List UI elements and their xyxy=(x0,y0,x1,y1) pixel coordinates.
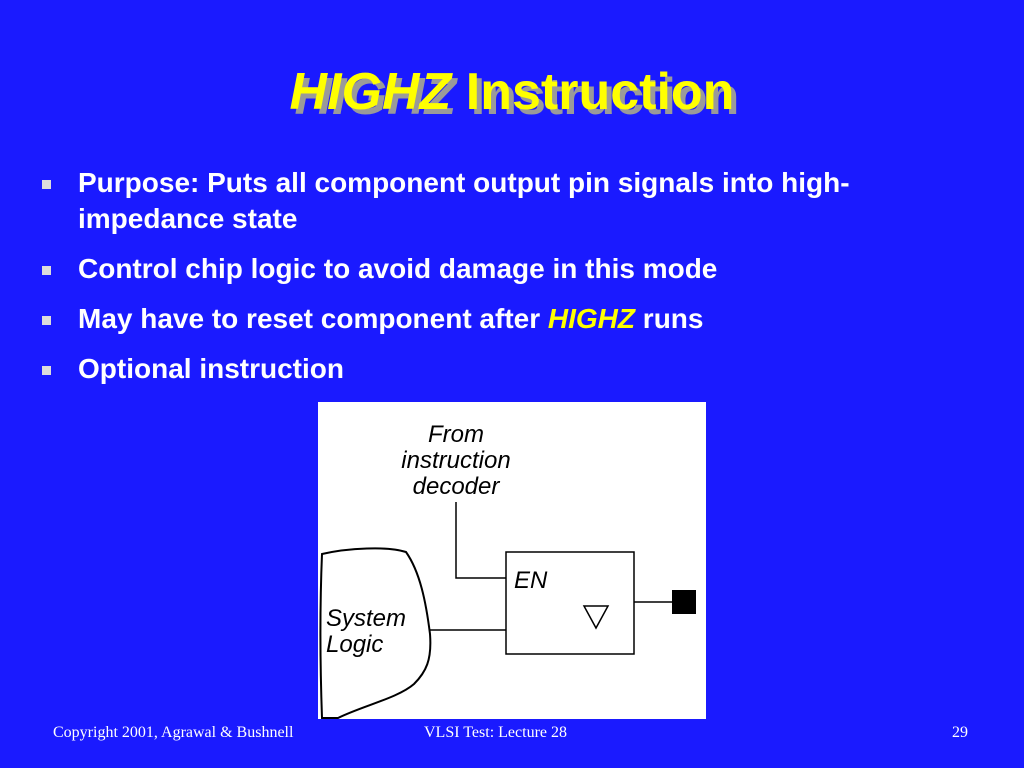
bullet-marker-icon xyxy=(42,266,51,275)
bullet-item xyxy=(40,251,980,287)
bullet-marker-icon xyxy=(42,180,51,189)
bullet-item xyxy=(40,351,980,387)
buffer-triangle-icon xyxy=(584,606,608,628)
footer-copyright: Copyright 2001, Agrawal & Bushnell xyxy=(53,724,294,741)
bullet-highlight-highz: HIGHZ xyxy=(547,303,636,334)
title-highz: HIGHZ xyxy=(289,63,452,121)
highz-diagram xyxy=(318,402,706,719)
title-instruction: Instruction xyxy=(465,63,735,121)
footer-page-number: 29 xyxy=(952,724,968,741)
output-pin-icon xyxy=(672,590,696,614)
footer-course: VLSI Test: Lecture 28 xyxy=(424,724,567,741)
from-label-line: instruction xyxy=(401,447,511,474)
en-label: EN xyxy=(514,567,548,594)
from-label-line: From xyxy=(428,421,484,448)
system-logic-line: System xyxy=(326,605,407,632)
from-label-line: decoder xyxy=(412,473,500,500)
bullet-text-before: May have to reset component after xyxy=(78,303,548,334)
bullet-text-after: runs xyxy=(635,303,704,334)
bullet-list xyxy=(40,165,980,401)
system-logic-label xyxy=(326,606,406,658)
bullet-marker-icon xyxy=(42,316,51,325)
bullet-text: Optional instruction xyxy=(78,353,344,384)
decoder-wire xyxy=(456,502,506,578)
system-logic-line: Logic xyxy=(326,631,384,658)
bullet-text: Control chip logic to avoid damage in this mode xyxy=(78,253,718,284)
bullet-marker-icon xyxy=(42,366,51,375)
bullet-text: Purpose: Puts all component output pin signals into high-impedance state xyxy=(78,167,850,234)
from-decoder-label xyxy=(396,422,516,500)
bullet-item xyxy=(40,301,980,337)
slide-title xyxy=(0,62,1024,122)
bullet-item xyxy=(40,165,980,237)
